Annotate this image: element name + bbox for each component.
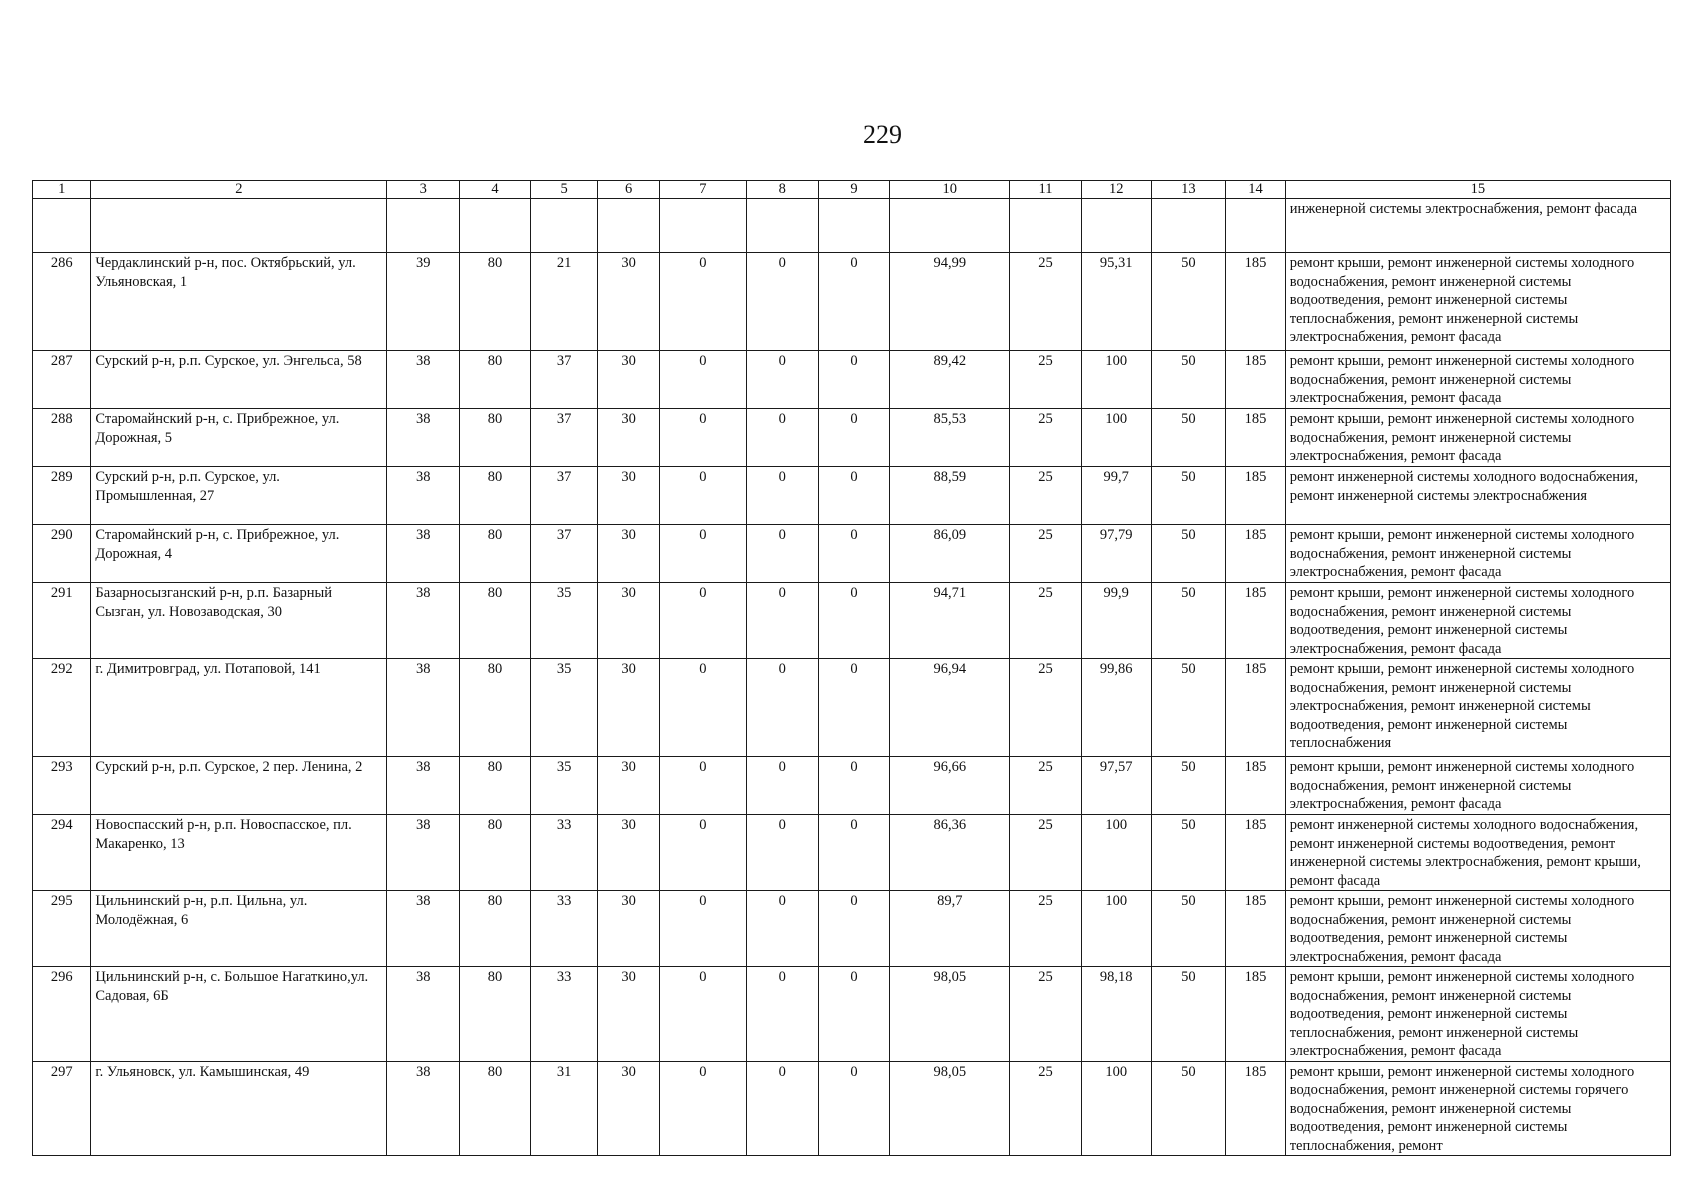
col14-cell: 185: [1226, 815, 1285, 891]
col14-cell: 185: [1226, 757, 1285, 815]
col8-cell: 0: [746, 525, 818, 583]
col5-cell: 37: [530, 525, 598, 583]
col9-cell: 0: [818, 583, 890, 659]
repair-works-cell: ремонт крыши, ремонт инженерной системы холодного водоснабжения, ремонт инженерной системы горячего водоснабжения, ремонт инженерной системы водоотведения, ремонт инженерной системы теплоснабжения, ремонт: [1285, 1061, 1670, 1156]
table-cell: [659, 199, 746, 253]
table-row: [33, 409, 1671, 467]
col11-cell: 25: [1010, 351, 1082, 409]
col8-cell: 0: [746, 891, 818, 967]
col7-cell: 0: [659, 757, 746, 815]
row-number-cell: 287: [33, 351, 91, 409]
address-cell: Сурский р-н, р.п. Сурское, 2 пер. Ленина, 2: [91, 757, 387, 815]
row-number-cell: 292: [33, 659, 91, 757]
col3-cell: 38: [387, 1061, 460, 1156]
column-index-header-5: 5: [530, 181, 598, 199]
col9-cell: 0: [818, 659, 890, 757]
col13-cell: 50: [1151, 891, 1226, 967]
table-cell: [818, 199, 890, 253]
col12-cell: 100: [1081, 891, 1151, 967]
table-row: [33, 659, 1671, 757]
col4-cell: 80: [460, 815, 531, 891]
col14-cell: 185: [1226, 1061, 1285, 1156]
table-row: [33, 757, 1671, 815]
col3-cell: 38: [387, 409, 460, 467]
col9-cell: 0: [818, 891, 890, 967]
address-cell: Цильнинский р-н, р.п. Цильна, ул. Молодёжная, 6: [91, 891, 387, 967]
address-cell: Старомайнский р-н, с. Прибрежное, ул. Дорожная, 4: [91, 525, 387, 583]
col7-cell: 0: [659, 253, 746, 351]
col4-cell: 80: [460, 583, 531, 659]
col6-cell: 30: [598, 467, 659, 525]
address-cell: Чердаклинский р-н, пос. Октябрьский, ул. Ульяновская, 1: [91, 253, 387, 351]
col14-cell: 185: [1226, 583, 1285, 659]
col10-cell: 98,05: [890, 967, 1010, 1062]
repair-works-cell: ремонт крыши, ремонт инженерной системы холодного водоснабжения, ремонт инженерной системы электроснабжения, ремонт фасада: [1285, 757, 1670, 815]
col8-cell: 0: [746, 583, 818, 659]
column-index-header-6: 6: [598, 181, 659, 199]
table-row: [33, 815, 1671, 891]
col9-cell: 0: [818, 351, 890, 409]
page-number: 229: [863, 120, 902, 149]
address-cell: Базарносызганский р-н, р.п. Базарный Сызган, ул. Новозаводская, 30: [91, 583, 387, 659]
column-index-header-8: 8: [746, 181, 818, 199]
col13-cell: 50: [1151, 525, 1226, 583]
col3-cell: 38: [387, 525, 460, 583]
col4-cell: 80: [460, 1061, 531, 1156]
col13-cell: 50: [1151, 815, 1226, 891]
col8-cell: 0: [746, 1061, 818, 1156]
col3-cell: 38: [387, 967, 460, 1062]
table-cell: [746, 199, 818, 253]
col9-cell: 0: [818, 815, 890, 891]
column-index-header-15: 15: [1285, 181, 1670, 199]
col10-cell: 86,09: [890, 525, 1010, 583]
repair-works-cell: ремонт инженерной системы холодного водоснабжения, ремонт инженерной системы водоотведения, ремонт инженерной системы электроснабжения, ремонт крыши, ремонт фасада: [1285, 815, 1670, 891]
col9-cell: 0: [818, 1061, 890, 1156]
col13-cell: 50: [1151, 659, 1226, 757]
col12-cell: 99,9: [1081, 583, 1151, 659]
col13-cell: 50: [1151, 253, 1226, 351]
table-cell: [460, 199, 531, 253]
col13-cell: 50: [1151, 409, 1226, 467]
col12-cell: 100: [1081, 409, 1151, 467]
col4-cell: 80: [460, 757, 531, 815]
table-cell: [530, 199, 598, 253]
table-row: [33, 253, 1671, 351]
repair-works-cell: ремонт крыши, ремонт инженерной системы холодного водоснабжения, ремонт инженерной системы электроснабжения, ремонт фасада: [1285, 409, 1670, 467]
col11-cell: 25: [1010, 525, 1082, 583]
col7-cell: 0: [659, 409, 746, 467]
address-cell: Новоспасский р-н, р.п. Новоспасское, пл. Макаренко, 13: [91, 815, 387, 891]
col12-cell: 97,57: [1081, 757, 1151, 815]
col4-cell: 80: [460, 525, 531, 583]
repair-works-cell: ремонт крыши, ремонт инженерной системы холодного водоснабжения, ремонт инженерной системы электроснабжения, ремонт фасада: [1285, 351, 1670, 409]
row-number-cell: 289: [33, 467, 91, 525]
col5-cell: 33: [530, 967, 598, 1062]
table-cell: [1151, 199, 1226, 253]
col7-cell: 0: [659, 1061, 746, 1156]
table-cell: [1081, 199, 1151, 253]
column-index-header-11: 11: [1010, 181, 1082, 199]
address-cell: Цильнинский р-н, с. Большое Нагаткино,ул. Садовая, 6Б: [91, 967, 387, 1062]
col7-cell: 0: [659, 467, 746, 525]
register-sheet: [32, 180, 1671, 1156]
column-index-header-10: 10: [890, 181, 1010, 199]
col6-cell: 30: [598, 525, 659, 583]
col10-cell: 89,7: [890, 891, 1010, 967]
col7-cell: 0: [659, 351, 746, 409]
repair-works-cell: ремонт крыши, ремонт инженерной системы холодного водоснабжения, ремонт инженерной системы водоотведения, ремонт инженерной системы электроснабжения, ремонт фасада: [1285, 583, 1670, 659]
table-row: [33, 1061, 1671, 1156]
col6-cell: 30: [598, 253, 659, 351]
col3-cell: 38: [387, 351, 460, 409]
col12-cell: 100: [1081, 1061, 1151, 1156]
col10-cell: 94,99: [890, 253, 1010, 351]
col4-cell: 80: [460, 659, 531, 757]
col6-cell: 30: [598, 967, 659, 1062]
row-number-cell: 286: [33, 253, 91, 351]
column-index-header-2: 2: [91, 181, 387, 199]
col10-cell: 96,94: [890, 659, 1010, 757]
table-row: [33, 891, 1671, 967]
col14-cell: 185: [1226, 351, 1285, 409]
col13-cell: 50: [1151, 757, 1226, 815]
housing-repair-register-table: [32, 180, 1671, 1156]
col10-cell: 96,66: [890, 757, 1010, 815]
col3-cell: 38: [387, 757, 460, 815]
row-number-cell: 288: [33, 409, 91, 467]
col7-cell: 0: [659, 815, 746, 891]
col13-cell: 50: [1151, 1061, 1226, 1156]
address-cell: Старомайнский р-н, с. Прибрежное, ул. Дорожная, 5: [91, 409, 387, 467]
col4-cell: 80: [460, 409, 531, 467]
column-index-header-13: 13: [1151, 181, 1226, 199]
col14-cell: 185: [1226, 409, 1285, 467]
col9-cell: 0: [818, 967, 890, 1062]
column-index-header-14: 14: [1226, 181, 1285, 199]
column-index-header-4: 4: [460, 181, 531, 199]
col11-cell: 25: [1010, 409, 1082, 467]
table-cell: [91, 199, 387, 253]
col11-cell: 25: [1010, 253, 1082, 351]
col4-cell: 80: [460, 351, 531, 409]
row-number-cell: 297: [33, 1061, 91, 1156]
column-index-header-3: 3: [387, 181, 460, 199]
table-row: [33, 583, 1671, 659]
col5-cell: 35: [530, 659, 598, 757]
col6-cell: 30: [598, 409, 659, 467]
col3-cell: 39: [387, 253, 460, 351]
repair-works-cell: ремонт крыши, ремонт инженерной системы холодного водоснабжения, ремонт инженерной системы электроснабжения, ремонт фасада: [1285, 525, 1670, 583]
table-cell: [1226, 199, 1285, 253]
row-number-cell: 296: [33, 967, 91, 1062]
col14-cell: 185: [1226, 253, 1285, 351]
column-index-header-9: 9: [818, 181, 890, 199]
col5-cell: 37: [530, 409, 598, 467]
col11-cell: 25: [1010, 1061, 1082, 1156]
col7-cell: 0: [659, 525, 746, 583]
col6-cell: 30: [598, 351, 659, 409]
col13-cell: 50: [1151, 351, 1226, 409]
col12-cell: 100: [1081, 815, 1151, 891]
col7-cell: 0: [659, 891, 746, 967]
continuation-row: [33, 199, 1671, 253]
col5-cell: 31: [530, 1061, 598, 1156]
continuation-works-cell: инженерной системы электроснабжения, ремонт фасада: [1285, 199, 1670, 253]
table-row: [33, 351, 1671, 409]
col12-cell: 100: [1081, 351, 1151, 409]
col6-cell: 30: [598, 659, 659, 757]
address-cell: Сурский р-н, р.п. Сурское, ул. Промышленная, 27: [91, 467, 387, 525]
repair-works-cell: ремонт крыши, ремонт инженерной системы холодного водоснабжения, ремонт инженерной системы электроснабжения, ремонт инженерной системы водоотведения, ремонт инженерной системы теплоснабжения: [1285, 659, 1670, 757]
column-index-header-12: 12: [1081, 181, 1151, 199]
col5-cell: 33: [530, 891, 598, 967]
col11-cell: 25: [1010, 757, 1082, 815]
col9-cell: 0: [818, 525, 890, 583]
row-number-cell: 294: [33, 815, 91, 891]
col4-cell: 80: [460, 967, 531, 1062]
col12-cell: 98,18: [1081, 967, 1151, 1062]
repair-works-cell: ремонт крыши, ремонт инженерной системы холодного водоснабжения, ремонт инженерной системы водоотведения, ремонт инженерной системы теплоснабжения, ремонт инженерной системы электроснабжения, ремонт фасада: [1285, 967, 1670, 1062]
col3-cell: 38: [387, 583, 460, 659]
col12-cell: 99,7: [1081, 467, 1151, 525]
col5-cell: 35: [530, 757, 598, 815]
repair-works-cell: ремонт инженерной системы холодного водоснабжения, ремонт инженерной системы электроснабжения: [1285, 467, 1670, 525]
col3-cell: 38: [387, 815, 460, 891]
col11-cell: 25: [1010, 583, 1082, 659]
col10-cell: 89,42: [890, 351, 1010, 409]
col14-cell: 185: [1226, 891, 1285, 967]
col12-cell: 99,86: [1081, 659, 1151, 757]
col8-cell: 0: [746, 467, 818, 525]
col14-cell: 185: [1226, 967, 1285, 1062]
col8-cell: 0: [746, 815, 818, 891]
address-cell: г. Димитровград, ул. Потаповой, 141: [91, 659, 387, 757]
col13-cell: 50: [1151, 467, 1226, 525]
col8-cell: 0: [746, 659, 818, 757]
col6-cell: 30: [598, 757, 659, 815]
column-index-header-1: 1: [33, 181, 91, 199]
row-number-cell: 293: [33, 757, 91, 815]
col9-cell: 0: [818, 467, 890, 525]
table-row: [33, 467, 1671, 525]
col7-cell: 0: [659, 659, 746, 757]
col8-cell: 0: [746, 351, 818, 409]
col11-cell: 25: [1010, 815, 1082, 891]
address-cell: г. Ульяновск, ул. Камышинская, 49: [91, 1061, 387, 1156]
col9-cell: 0: [818, 409, 890, 467]
col4-cell: 80: [460, 467, 531, 525]
col10-cell: 94,71: [890, 583, 1010, 659]
column-index-header-7: 7: [659, 181, 746, 199]
col6-cell: 30: [598, 815, 659, 891]
col10-cell: 88,59: [890, 467, 1010, 525]
row-number-cell: 291: [33, 583, 91, 659]
table-cell: [1010, 199, 1082, 253]
col10-cell: 86,36: [890, 815, 1010, 891]
col8-cell: 0: [746, 757, 818, 815]
table-row: [33, 525, 1671, 583]
col11-cell: 25: [1010, 467, 1082, 525]
table-cell: [598, 199, 659, 253]
col7-cell: 0: [659, 967, 746, 1062]
table-cell: [387, 199, 460, 253]
col4-cell: 80: [460, 891, 531, 967]
repair-works-cell: ремонт крыши, ремонт инженерной системы холодного водоснабжения, ремонт инженерной системы водоотведения, ремонт инженерной системы теплоснабжения, ремонт инженерной системы электроснабжения, ремонт фасада: [1285, 253, 1670, 351]
col7-cell: 0: [659, 583, 746, 659]
col10-cell: 85,53: [890, 409, 1010, 467]
address-cell: Сурский р-н, р.п. Сурское, ул. Энгельса, 58: [91, 351, 387, 409]
col8-cell: 0: [746, 253, 818, 351]
col13-cell: 50: [1151, 583, 1226, 659]
column-index-row: [33, 181, 1671, 199]
col9-cell: 0: [818, 253, 890, 351]
col9-cell: 0: [818, 757, 890, 815]
col14-cell: 185: [1226, 659, 1285, 757]
col3-cell: 38: [387, 467, 460, 525]
col13-cell: 50: [1151, 967, 1226, 1062]
col5-cell: 33: [530, 815, 598, 891]
col3-cell: 38: [387, 891, 460, 967]
row-number-cell: 295: [33, 891, 91, 967]
col14-cell: 185: [1226, 525, 1285, 583]
col6-cell: 30: [598, 1061, 659, 1156]
col8-cell: 0: [746, 409, 818, 467]
table-cell: [33, 199, 91, 253]
col11-cell: 25: [1010, 659, 1082, 757]
table-cell: [890, 199, 1010, 253]
col11-cell: 25: [1010, 891, 1082, 967]
col10-cell: 98,05: [890, 1061, 1010, 1156]
col6-cell: 30: [598, 891, 659, 967]
col12-cell: 95,31: [1081, 253, 1151, 351]
table-row: [33, 967, 1671, 1062]
col8-cell: 0: [746, 967, 818, 1062]
col4-cell: 80: [460, 253, 531, 351]
col5-cell: 35: [530, 583, 598, 659]
col5-cell: 37: [530, 467, 598, 525]
col14-cell: 185: [1226, 467, 1285, 525]
col12-cell: 97,79: [1081, 525, 1151, 583]
col5-cell: 21: [530, 253, 598, 351]
col6-cell: 30: [598, 583, 659, 659]
col11-cell: 25: [1010, 967, 1082, 1062]
col3-cell: 38: [387, 659, 460, 757]
row-number-cell: 290: [33, 525, 91, 583]
repair-works-cell: ремонт крыши, ремонт инженерной системы холодного водоснабжения, ремонт инженерной системы водоотведения, ремонт инженерной системы электроснабжения, ремонт фасада: [1285, 891, 1670, 967]
col5-cell: 37: [530, 351, 598, 409]
